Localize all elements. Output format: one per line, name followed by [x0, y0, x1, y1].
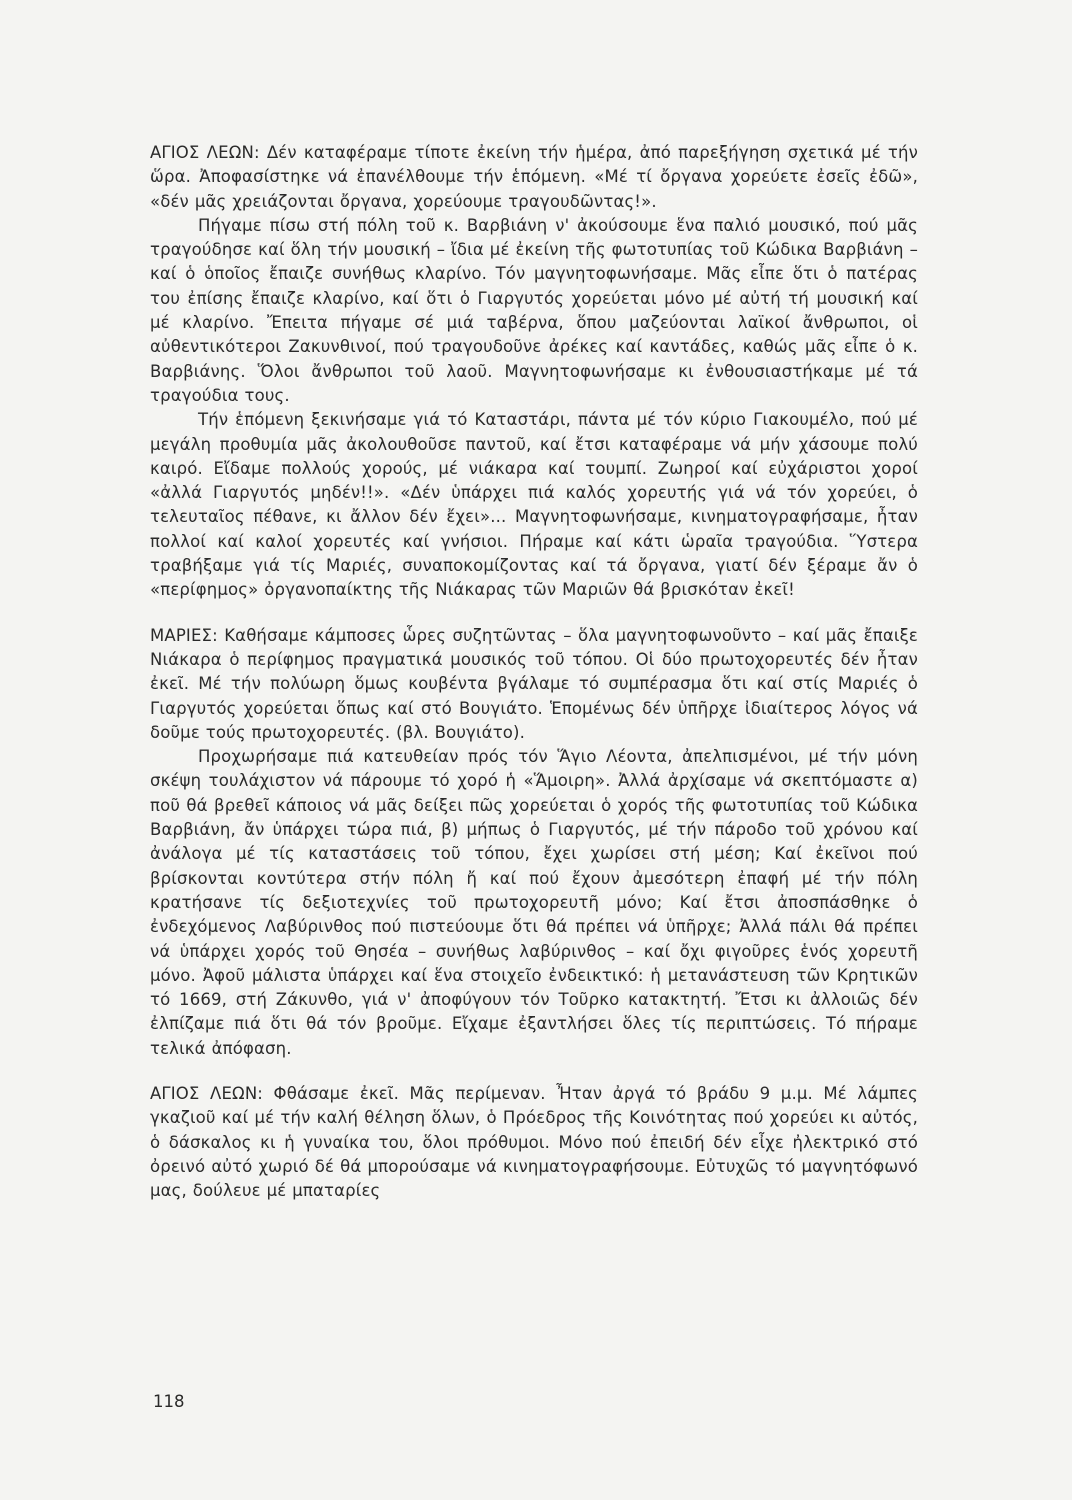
paragraph: Τήν ἑπόμενη ξεκινήσαμε γιά τό Καταστάρι, πάντα μέ τόν κύριο Γιακουμέλο, πού μέ μεγάλη προθυμία μᾶς ἀκολουθοῦσε παντοῦ, καί ἔτσι καταφέραμε νά μήν χάσουμε πολύ καιρό. Εἴδαμε πολλούς χορούς, μέ νιάκαρα καί τουμπί. Ζωηροί καί εὐχάριστοι χοροί «ἀλλά Γιαργυτός μηδέν!!». «Δέν ὑπάρχει πιά καλός χορευτής γιά νά τόν χορεύει, ὁ τελευταῖος πέθανε, κι ἄλλον δέν ἔχει»... Μαγνητοφωνήσαμε, κινηματογραφήσαμε, ἦταν πολλοί καί καλοί χορευτές καί γνήσιοι. Πήραμε καί κάτι ὡραῖα τραγούδια. Ὕστερα τραβήξαμε γιά τίς Μαριές, συναποκομίζοντας καί τά ὄργανα, γιατί δέν ξέραμε ἄν ὁ «περίφημος» ὀργανοπαίκτης τῆς Νιάκαρας τῶν Μαριῶν θά βρισκόταν ἐκεῖ! [150, 410, 918, 600]
paragraph: Προχωρήσαμε πιά κατευθείαν πρός τόν Ἅγιο Λέοντα, ἀπελπισμένοι, μέ τήν μόνη σκέψη τουλάχιστον νά πάρουμε τό χορό ἡ «Ἅμοιρη». Ἀλλά ἀρχίσαμε νά σκεπτόμαστε α) ποῦ θά βρεθεῖ κάποιος νά μᾶς δείξει πῶς χορεύεται ὁ χορός τῆς φωτοτυπίας τοῦ Κώδικα Βαρβιάνη, ἄν ὑπάρχει τώρα πιά, β) μήπως ὁ Γιαργυτός, μέ τήν πάροδο τοῦ χρόνου καί ἀνάλογα μέ τίς καταστάσεις τοῦ τόπου, ἔχει χωρίσει στή μέση; Καί ἐκεῖνοι πού βρίσκονται κοντύτερα στήν πόλη ἤ καί πού ἔχουν ἀμεσότερη ἐπαφή μέ τήν πόλη κρατήσανε τίς δεξιοτεχνίες τοῦ πρωτοχορευτῆ μόνο; Καί ἔτσι ἀποσπάσθηκε ὁ ἐνδεχόμενος Λαβύρινθος πού πιστεύουμε ὅτι θά πρέπει νά ὑπῆρχε; Ἀλλά πάλι θά πρέπει νά ὑπάρχει χορός τοῦ Θησέα – συνήθως λαβύρινθος – καί ὄχι φιγοῦρες ἑνός χορευτῆ μόνο. Ἀφοῦ μάλιστα ὑπάρχει καί ἕνα στοιχεῖο ἐνδεικτικό: ἡ μετανάστευση τῶν Κρητικῶν τό 1669, στή Ζάκυνθο, γιά ν' ἀποφύγουν τόν Τοῦρκο κατακτητή. Ἔτσι κι ἀλλοιῶς δέν ἐλπίζαμε πιά ὅτι θά τόν βροῦμε. Εἴχαμε ἐξαντλήσει ὅλες τίς περιπτώσεις. Τό πήραμε τελικά ἀπόφαση. [150, 747, 918, 1058]
section-agios-leon-arrival [150, 1082, 918, 1203]
page-number: 118 [153, 1392, 185, 1411]
paragraph: ΑΓΙΟΣ ΛΕΩΝ: Δέν καταφέραμε τίποτε ἐκείνη τήν ἡμέρα, ἀπό παρεξήγηση σχετικά μέ τήν ὥρα. Ἀποφασίστηκε νά ἐπανέλθουμε τήν ἑπόμενη. «Μέ τί ὄργανα χορεύετε ἐσεῖς ἐδῶ», «δέν μᾶς χρειάζονται ὄργανα, χορεύουμε τραγουδῶντας!». [150, 143, 918, 211]
paragraph: ΜΑΡΙΕΣ: Καθήσαμε κάμποσες ὧρες συζητῶντας – ὅλα μαγνητοφωνοῦντο – καί μᾶς ἔπαιξε Νιάκαρα ὁ περίφημος πραγματικά μουσικός τοῦ τόπου. Οἱ δύο πρωτοχορευτές δέν ἦταν ἐκεῖ. Μέ τήν πολύωρη ὅμως κουβέντα βγάλαμε τό συμπέρασμα ὅτι καί στίς Μαριές ὁ Γιαργυτός χορεύεται ὅπως καί στό Βουγιάτο. Ἑπομένως δέν ὑπῆρχε ἰδιαίτερος λόγος νά δοῦμε τούς πρωτοχορευτές. (βλ. Βουγιάτο). [150, 625, 918, 742]
section-maries [150, 624, 918, 1061]
section-agios-leon-first-visit [150, 141, 918, 603]
document-body [150, 141, 918, 1203]
paragraph: Πήγαμε πίσω στή πόλη τοῦ κ. Βαρβιάνη ν' ἀκούσουμε ἕνα παλιό μουσικό, πού μᾶς τραγούδησε καί ὅλη τήν μουσική – ἴδια μέ ἐκείνη τῆς φωτοτυπίας τοῦ Κώδικα Βαρβιάνη – καί ὁ ὁποῖος ἔπαιζε συνήθως κλαρίνο. Τόν μαγνητοφωνήσαμε. Μᾶς εἶπε ὅτι ὁ πατέρας του ἐπίσης ἔπαιζε κλαρίνο, καί ὅτι ὁ Γιαργυτός χορεύεται μόνο μέ αὐτή τή μουσική καί μέ κλαρίνο. Ἔπειτα πήγαμε σέ μιά ταβέρνα, ὅπου μαζεύονται λαϊκοί ἄνθρωποι, οἱ αὐθεντικότεροι Ζακυνθινοί, πού τραγουδοῦνε ἀρέκες καί καντάδες, καθώς μᾶς εἶπε ὁ κ. Βαρβιάνης. Ὅλοι ἄνθρωποι τοῦ λαοῦ. Μαγνητοφωνήσαμε κι ἐνθουσιαστήκαμε μέ τά τραγούδια τους. [150, 215, 918, 405]
paragraph: ΑΓΙΟΣ ΛΕΩΝ: Φθάσαμε ἐκεῖ. Μᾶς περίμεναν. Ἦταν ἀργά τό βράδυ 9 μ.μ. Μέ λάμπες γκαζιοῦ καί μέ τήν καλή θέληση ὅλων, ὁ Πρόεδρος τῆς Κοινότητας πού χορεύει κι αὐτός, ὁ δάσκαλος κι ἡ γυναίκα του, ὅλοι πρόθυμοι. Μόνο πού ἐπειδή δέν εἶχε ἠλεκτρικό στό ὀρεινό αὐτό χωριό δέ θά μπορούσαμε νά κινηματογραφήσουμε. Εὐτυχῶς τό μαγνητόφωνό μας, δούλευε μέ μπαταρίες [150, 1083, 918, 1201]
